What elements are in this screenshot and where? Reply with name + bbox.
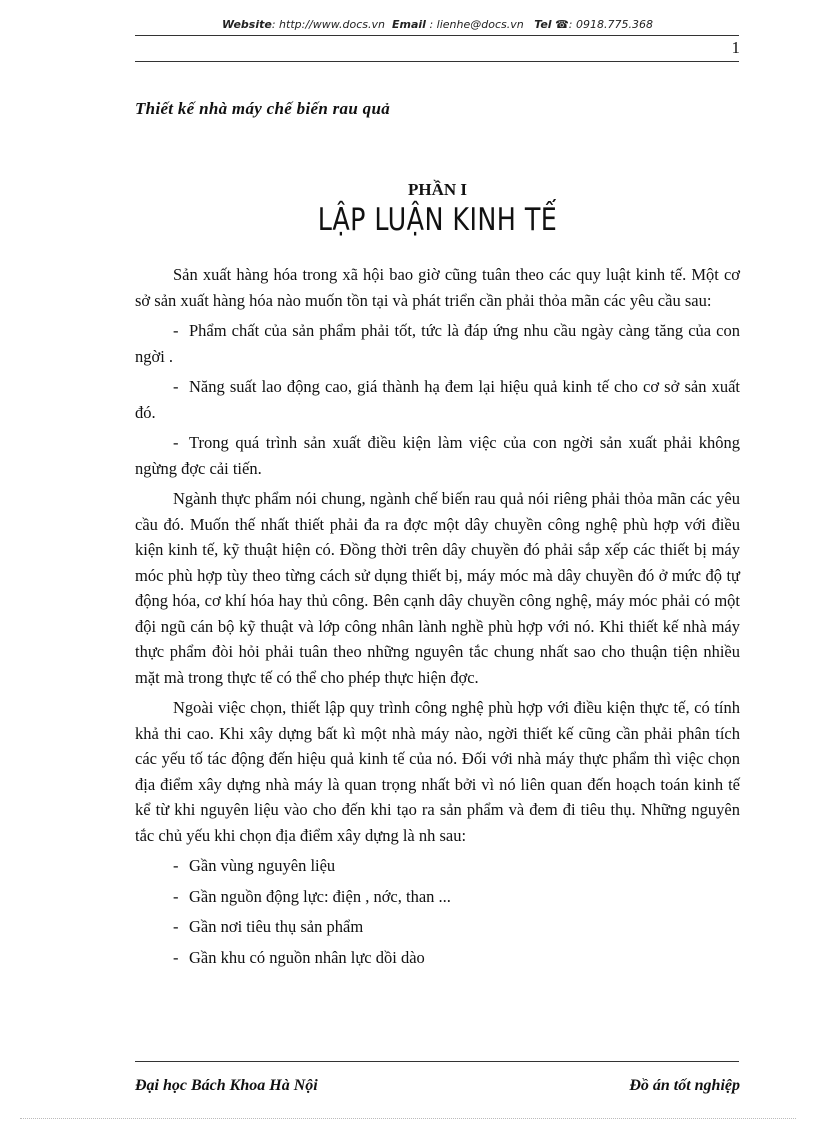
email-label: Email bbox=[392, 18, 426, 31]
page-edge-divider bbox=[20, 1118, 796, 1119]
list-item: - Gần khu có nguồn nhân lực dồi dào bbox=[135, 945, 740, 971]
website-label: Website bbox=[222, 18, 272, 31]
list-item: - Trong quá trình sản xuất điều kiện làm việc của con ngời sản xuất phải không ngừng đợc cải tiến. bbox=[135, 430, 740, 481]
bullet-dash: - bbox=[173, 433, 179, 452]
bullet-dash: - bbox=[173, 377, 179, 396]
paragraph: Ngành thực phẩm nói chung, ngành chế biến rau quả nói riêng phải thỏa mãn các yêu cầu đó. Muốn thế nhất thiết phải đa ra đợc một dây chuyền công nghệ phù hợp với điều kiện kinh tế, kỹ thuật hiện có. Đồng thời trên dây chuyền đó phải sắp xếp các thiết bị máy móc phù hợp tùy theo từng cách sử dụng thiết bị, máy móc mà dây chuyền đó ở mức độ tự động hóa, cơ khí hóa hay thủ công. Bên cạnh dây chuyền công nghệ, máy móc phải có một đội ngũ cán bộ kỹ thuật và lớp công nhân lành nghề phù hợp với nó. Khi thiết kế nhà máy thực phẩm đòi hỏi phải tuân theo những nguyên tắc chung nhất sao cho thuận tiện nhiều mặt mà trong thực tế có thể cho phép thực hiện đợc. bbox=[135, 489, 740, 687]
part-label: PHẦN I bbox=[407, 180, 468, 199]
paragraph: Ngoài việc chọn, thiết lập quy trình công nghệ phù hợp với điều kiện thực tế, có tính khả thi cao. Khi xây dựng bất kì một nhà máy nào, ngời thiết kế cũng cần phải phân tích các yếu tố tác động đến hiệu quả kinh tế của nó. Đối với nhà máy thực phẩm thì việc chọn địa điểm xây dựng nhà máy là quan trọng nhất bởi vì nó liên quan đến hoạch toán kinh tế kể từ khi nguyên liệu vào cho đến khi tạo ra sản phẩm và đem đi tiêu thụ. Những nguyên tắc chủ yếu khi chọn địa điểm xây dựng là nh sau: bbox=[135, 698, 740, 845]
running-title: Thiết kế nhà máy chế biến rau quả bbox=[135, 99, 390, 118]
list-item: - Gần vùng nguyên liệu bbox=[135, 853, 740, 879]
bullet-dash: - bbox=[173, 917, 179, 936]
email-value[interactable]: : lienhe@docs.vn bbox=[429, 18, 524, 31]
bullet-dash: - bbox=[173, 321, 179, 340]
bullet-dash: - bbox=[173, 886, 179, 906]
paragraph: Sản xuất hàng hóa trong xã hội bao giờ cũng tuân theo các quy luật kinh tế. Một cơ sở sản xuất hàng hóa nào muốn tồn tại và phát triển cần phải thỏa mãn các yêu cầu sau: bbox=[135, 265, 740, 310]
header-rule-bottom bbox=[135, 61, 739, 62]
list-item: - Gần nguồn động lực: điện , nớc, than ... bbox=[135, 884, 740, 910]
bullet-dash: - bbox=[173, 856, 179, 875]
header-rule-top bbox=[135, 35, 739, 36]
page-header bbox=[135, 18, 740, 31]
page-number: 1 bbox=[731, 38, 740, 57]
footer-document-type: Đồ án tốt nghiệp bbox=[629, 1077, 740, 1094]
list-item: - Phẩm chất của sản phẩm phải tốt, tức là đáp ứng nhu cầu ngày càng tăng của con ngời . bbox=[135, 318, 740, 369]
footer-institution: Đại học Bách Khoa Hà Nội bbox=[135, 1077, 318, 1094]
body-text bbox=[135, 262, 740, 975]
list-item: - Gần nơi tiêu thụ sản phẩm bbox=[135, 914, 740, 940]
tel-label: Tel bbox=[534, 18, 552, 31]
telephone-icon: ☎ bbox=[555, 18, 569, 31]
chapter-heading: LẬP LUẬN KINH TẾ bbox=[317, 202, 558, 238]
footer-rule bbox=[135, 1061, 739, 1062]
website-value[interactable]: : http://www.docs.vn bbox=[271, 18, 386, 31]
bullet-dash: - bbox=[173, 947, 179, 967]
tel-value: : 0918.775.368 bbox=[568, 18, 653, 31]
list-item: - Năng suất lao động cao, giá thành hạ đem lại hiệu quả kinh tế cho cơ sở sản xuất đó. bbox=[135, 374, 740, 425]
